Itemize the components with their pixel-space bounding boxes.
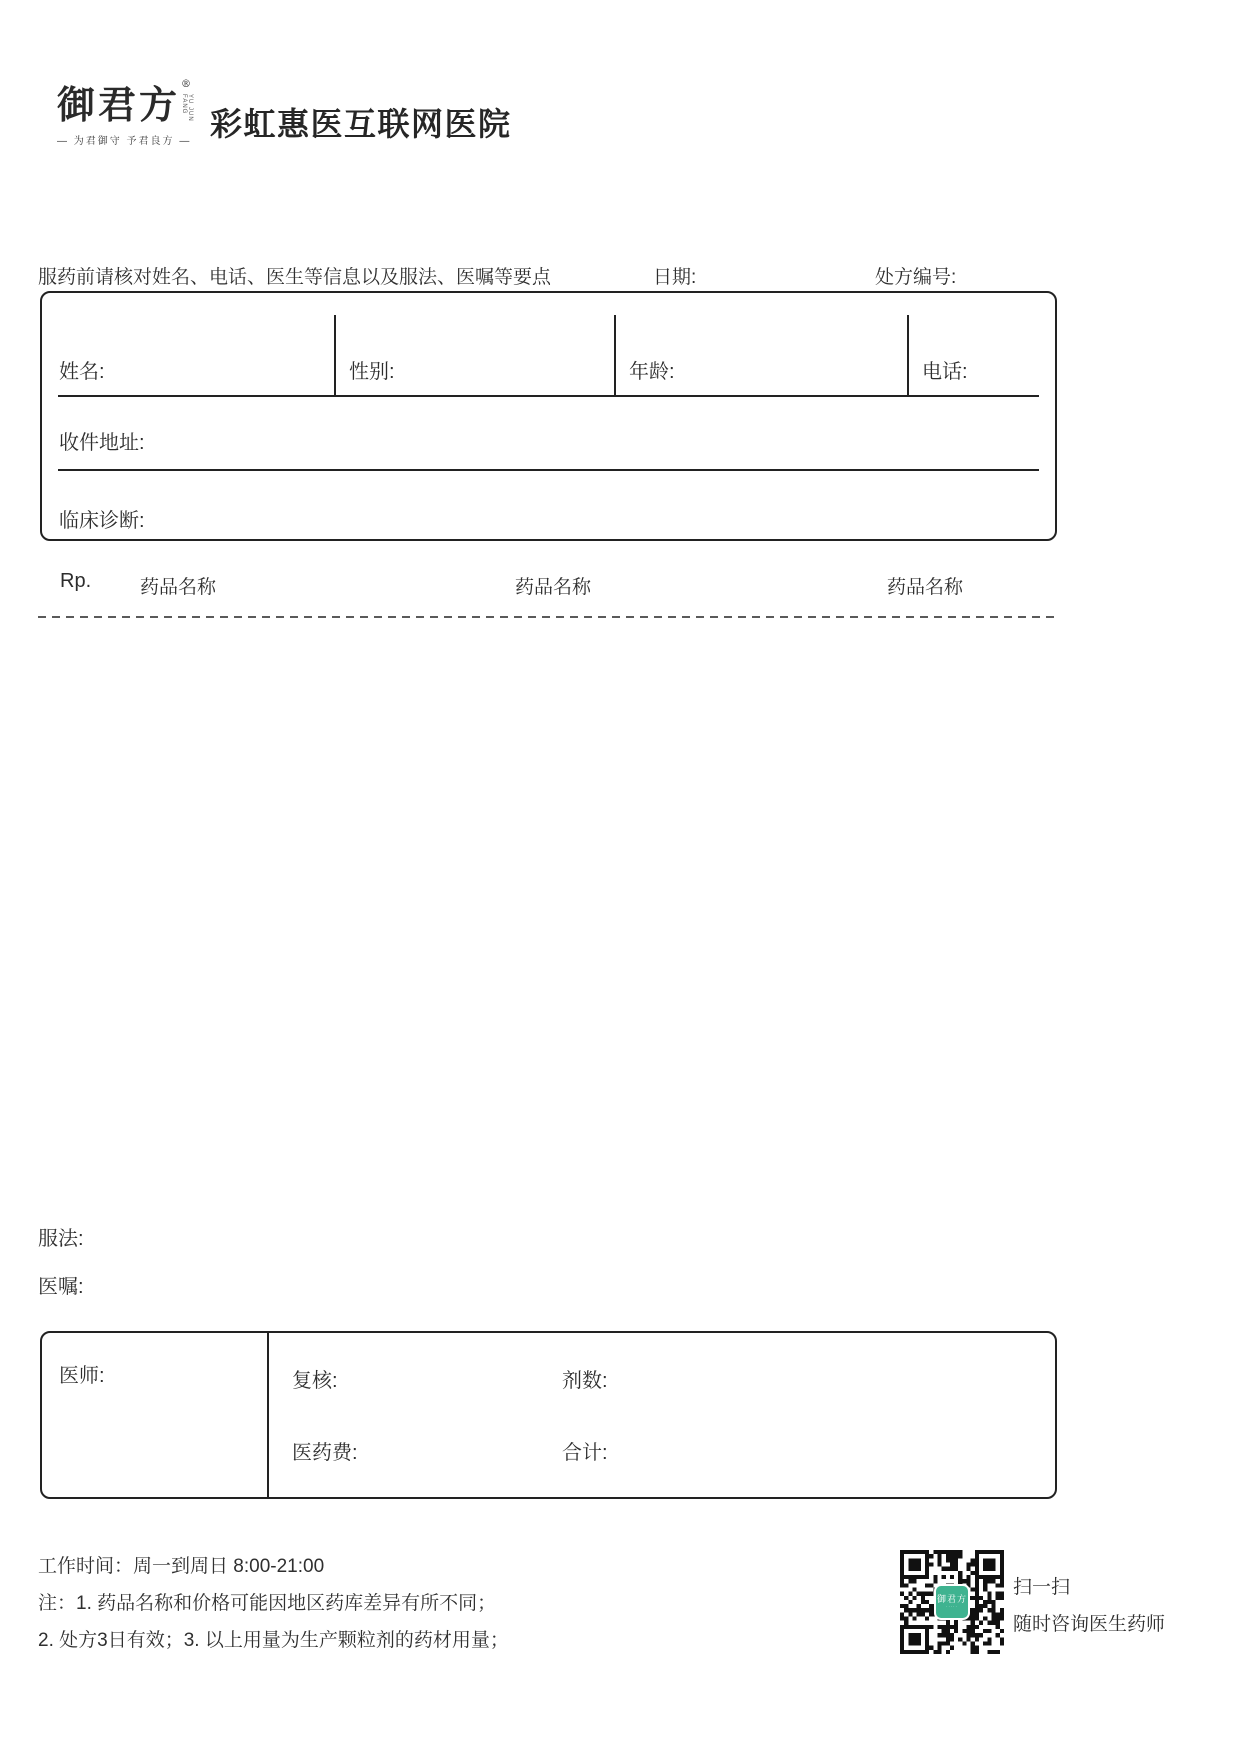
note-line-1: 注：1. 药品名称和价格可能因地区药库差异有所不同；	[38, 1593, 497, 1614]
page-title: 彩虹惠医互联网医院	[210, 106, 512, 142]
doctor-field-label: 医师:	[59, 1365, 105, 1387]
name-field-label: 姓名:	[59, 361, 105, 383]
logo-wordmark	[57, 79, 195, 127]
column-divider	[614, 315, 616, 395]
column-divider	[907, 315, 909, 395]
dose-count-field-label: 剂数:	[562, 1370, 608, 1392]
rp-label: Rp.	[60, 570, 92, 592]
qr-center-logo-subtext: ·····	[946, 1604, 958, 1610]
brand-logo	[57, 79, 207, 147]
total-field-label: 合计:	[562, 1442, 608, 1464]
logo-vertical-text: YU JUN FANG	[181, 94, 194, 122]
qr-consult-caption: 随时咨询医生药师	[1013, 1614, 1166, 1635]
medicine-fee-field-label: 医药费:	[292, 1442, 358, 1464]
column-divider	[267, 1333, 269, 1497]
qr-scan-caption: 扫一扫	[1013, 1577, 1071, 1598]
age-field-label: 年龄:	[629, 361, 675, 383]
note-line-2: 2. 处方3日有效；3. 以上用量为生产颗粒剂的药材用量；	[38, 1630, 509, 1651]
address-field-label: 收件地址:	[59, 432, 145, 454]
logo-tagline: — 为君御守 予君良方 —	[57, 136, 192, 147]
work-hours-text: 工作时间：周一到周日 8:00-21:00	[38, 1556, 325, 1577]
rx-number-label: 处方编号:	[875, 267, 957, 288]
signature-box	[40, 1331, 1057, 1499]
advice-field-label: 医嘱:	[38, 1276, 84, 1298]
qr-code	[900, 1550, 1004, 1654]
phone-field-label: 电话:	[922, 361, 968, 383]
gender-field-label: 性别:	[349, 361, 395, 383]
verification-notice: 服药前请核对姓名、电话、医生等信息以及服法、医嘱等要点	[38, 267, 552, 288]
row-divider	[58, 469, 1039, 471]
usage-field-label: 服法:	[38, 1228, 84, 1250]
drug-name-column-header: 药品名称	[887, 577, 964, 598]
dashed-separator	[38, 616, 1057, 618]
row-divider	[58, 395, 1039, 397]
column-divider	[334, 315, 336, 395]
date-label: 日期:	[653, 267, 697, 288]
drug-name-column-header: 药品名称	[515, 577, 592, 598]
drug-name-column-header: 药品名称	[140, 577, 217, 598]
diagnosis-field-label: 临床诊断:	[59, 510, 145, 532]
logo-text: 御君方	[57, 82, 181, 127]
registered-trademark-icon: ®	[181, 79, 195, 90]
qr-center-logo-text: 御君方	[936, 1593, 967, 1604]
patient-info-box	[40, 291, 1057, 541]
review-field-label: 复核:	[292, 1370, 338, 1392]
qr-center-logo	[934, 1584, 970, 1620]
